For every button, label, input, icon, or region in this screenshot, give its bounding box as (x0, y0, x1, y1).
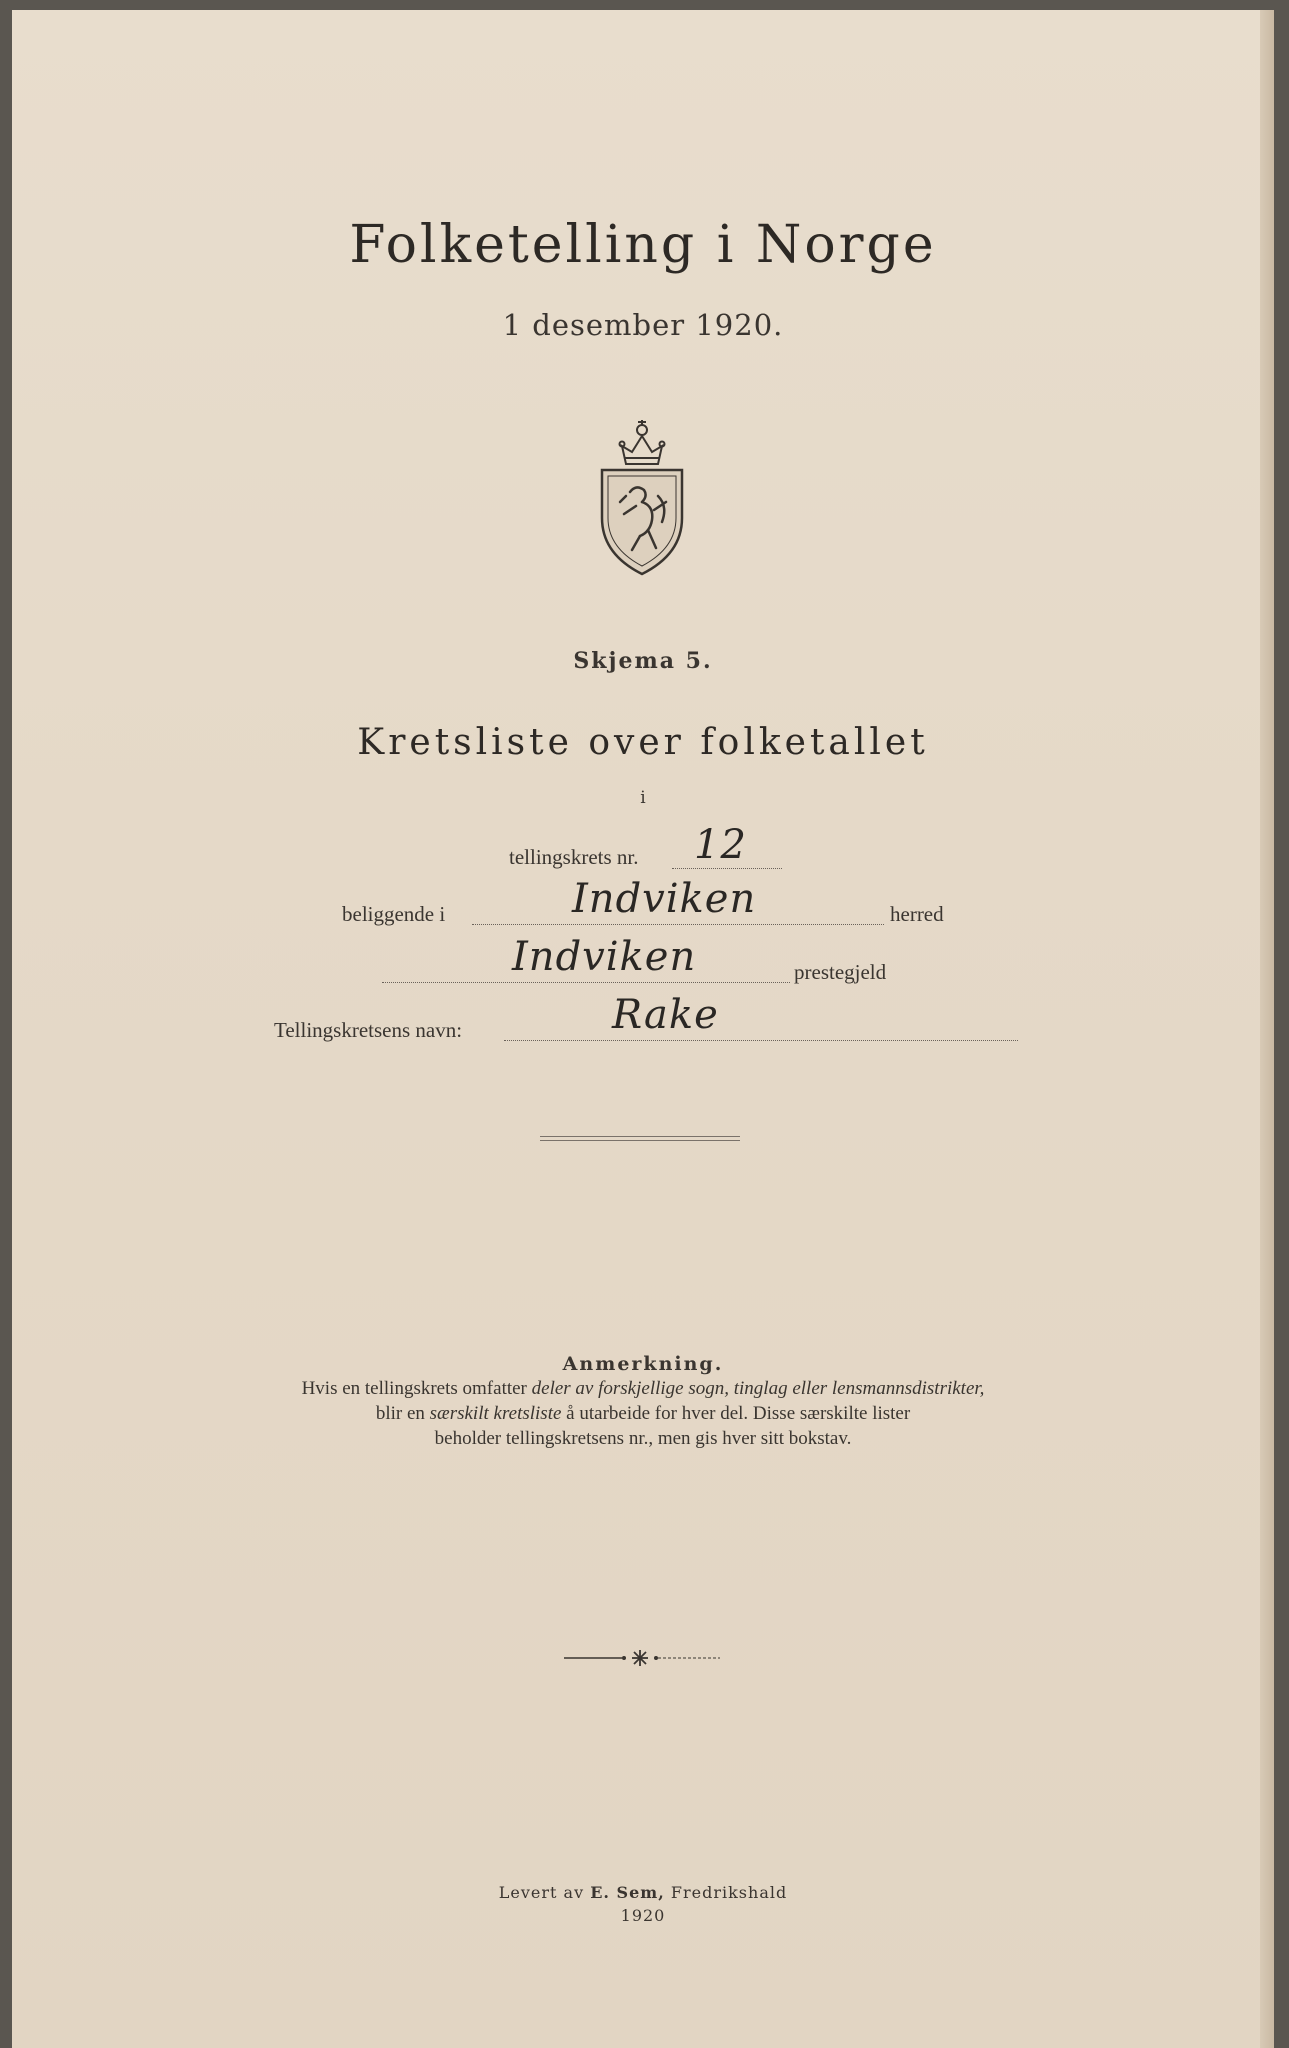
navn-label: Tellingskretsens navn: (274, 1018, 463, 1042)
navn-value[interactable]: Rake (612, 992, 719, 1038)
note-heading: Anmerkning. (562, 1353, 724, 1375)
prestegjeld-value[interactable]: Indviken (512, 934, 697, 980)
note-line-1: Hvis en tellingskrets omfatter deler av forskjellige sogn, tinglag eller lensmannsdistrikter, (301, 1378, 985, 1399)
norwegian-coat-of-arms-icon (596, 406, 688, 578)
printer-year: 1920 (620, 1906, 666, 1925)
census-form-page (12, 10, 1274, 2048)
census-date: 1 desember 1920. (502, 308, 784, 342)
schema-number: Skjema 5. (573, 648, 713, 674)
note-line-3: beholder tellingskretsens nr., men gis hver sitt bokstav. (434, 1428, 852, 1449)
herred-dotted-line (472, 924, 884, 925)
prestegjeld-dotted-line (382, 982, 790, 983)
navn-dotted-line (504, 1040, 1018, 1041)
divider-line-top (540, 1136, 740, 1137)
herred-label: herred (890, 902, 944, 926)
tellingskrets-label: tellingskrets nr. (509, 845, 639, 869)
tellingskrets-dotted-line (672, 868, 782, 869)
prestegjeld-label: prestegjeld (794, 960, 887, 984)
herred-value[interactable]: Indviken (572, 876, 757, 922)
tellingskrets-value[interactable]: 12 (694, 822, 747, 868)
beliggende-label: beliggende i (342, 902, 446, 926)
connector-word: i (640, 788, 646, 808)
note-line-2: blir en særskilt kretsliste å utarbeide for hver del. Disse særskilte lister (375, 1403, 911, 1424)
page-title: Folketelling i Norge (349, 215, 937, 275)
divider-line-bottom (540, 1140, 740, 1141)
ornament-divider-icon (562, 1648, 722, 1668)
form-subtitle: Kretsliste over folketallet (357, 722, 929, 763)
printer-credit: Levert av E. Sem, Fredrikshald (498, 1883, 788, 1902)
